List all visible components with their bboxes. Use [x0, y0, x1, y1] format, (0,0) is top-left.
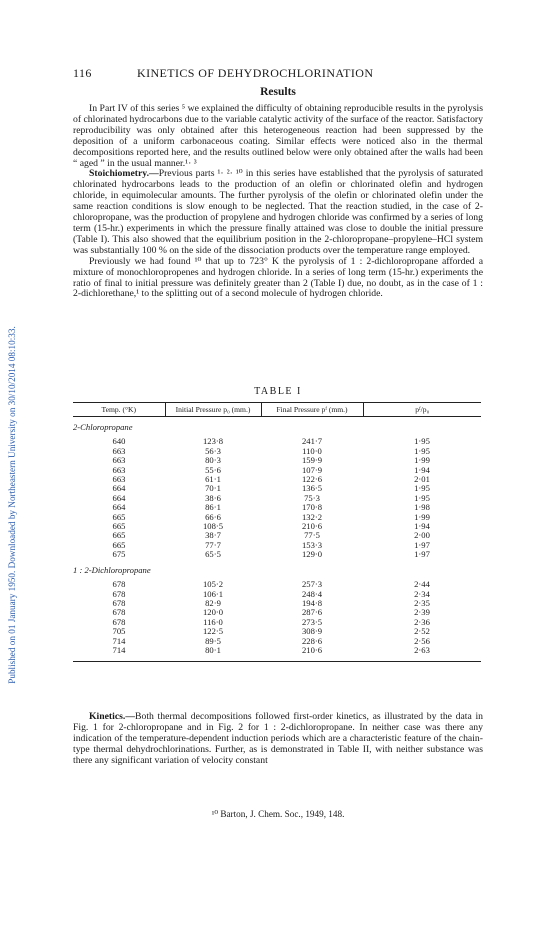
- table-cell: 136·5: [301, 483, 323, 494]
- table-cell: 1·97: [414, 549, 430, 560]
- table-cell: 2·56: [414, 635, 430, 646]
- table-cell: 663: [112, 474, 126, 485]
- table-cell: 75·3: [304, 492, 320, 503]
- table-cell: 2·34: [414, 588, 430, 599]
- table-cell: 210·6: [301, 521, 323, 532]
- table-cell: 159·9: [301, 455, 323, 466]
- table-header-row: [73, 403, 481, 417]
- table-cell: 1·94: [414, 521, 430, 532]
- table-cell: 678: [112, 579, 126, 590]
- table-cell: 663: [112, 464, 126, 475]
- table-cell: 1·97: [414, 539, 430, 550]
- table-cell: 1·95: [414, 483, 430, 494]
- table-row: [73, 646, 481, 662]
- body-text-upper: [73, 104, 483, 300]
- table-cell: 116·0: [203, 616, 223, 627]
- table-cell: 65·5: [205, 549, 221, 560]
- table-cell: 678: [112, 597, 126, 608]
- table-cell: 663: [112, 455, 126, 466]
- table-cell: 1·95: [414, 436, 430, 447]
- table-cell: 678: [112, 616, 126, 627]
- table-cell: 153·3: [301, 539, 323, 550]
- table-cell: 38·7: [205, 530, 221, 541]
- table-cell: 2·52: [414, 626, 430, 637]
- table-cell: 665: [112, 511, 126, 522]
- download-stamp: Published on 01 January 1950. Downloaded by Northeastern University on 30/10/2014 08:10:33.: [7, 326, 17, 684]
- table-row: [73, 550, 481, 559]
- table-cell: 106·1: [202, 588, 224, 599]
- table-section-label: 2-Chloropropane: [73, 422, 133, 432]
- table-cell: 678: [112, 588, 126, 599]
- table-cell: 665: [112, 530, 126, 541]
- header-temp: Temp. (°K): [73, 403, 165, 417]
- table-cell: 110·0: [302, 445, 322, 456]
- table-cell: 82·9: [205, 597, 221, 608]
- table-cell: 1·99: [414, 511, 430, 522]
- paragraph-stoichiometry-text: Previous parts ¹· ²· ¹⁰ in this series have established that the pyrolysis of saturated chlorinated hydrocarbons leads to the production of an olefin or chlorinated olefin and hydrogen chloride, in equimolecular amounts. The further pyrolysis of the olefin or chlorinated olefin under the same reaction conditions is slow enough to be neglected. That the reaction studied, in the case of 2-chloropropane, was the production of propylene and hydrogen chloride was confirmed by a series of long term (15-hr.) experiments in which the pressure finally attained was close to double the initial pressure (Table I). This also showed that the equilibrium position in the 2-chloropropane–propylene–HCl system was substantially 100 % on the side of the dissociation products over the temperature range employed.: [73, 168, 483, 256]
- table-section-label: 1 : 2-Dichloropropane: [73, 564, 151, 575]
- table-section-row: [73, 417, 481, 438]
- table-container: [73, 402, 481, 662]
- table-cell: 2·01: [414, 474, 430, 485]
- table-cell: 89·5: [205, 635, 221, 646]
- table-cell: 129·0: [301, 549, 323, 560]
- body-text-lower: [73, 712, 483, 767]
- table-cell: 2·39: [414, 607, 430, 618]
- table-cell: 108·5: [202, 521, 224, 532]
- table-cell: 640: [112, 436, 126, 447]
- stoichiometry-heading: Stoichiometry.—: [89, 168, 159, 180]
- table-cell: 664: [112, 502, 126, 513]
- table-cell: 228·6: [301, 635, 323, 646]
- table-cell: 308·9: [301, 626, 323, 637]
- section-title: Results: [260, 86, 296, 98]
- table-cell: 664: [112, 492, 126, 503]
- page-number: 116: [73, 66, 92, 80]
- table-cell: 705: [112, 626, 126, 637]
- table-cell: 132·2: [301, 511, 323, 522]
- paragraph-stoichiometry: [73, 169, 483, 256]
- paragraph-intro: In Part IV of this series ⁵ we explained the difficulty of obtaining reproducible results in the pyrolysis of chlorinated hydrocarbons due to the variable catalytic activity of the surface of the reactor. Satisfactory reproducibility was only obtained after this heterogeneous reaction had been suppressed by the deposition of a uniform carbonaceous coating. Similar effects were noticed also in the thermal decompositions reported here, and the results outlined below were only obtained after the walls had been “ aged ” in the usual manner.¹· ³: [73, 103, 483, 169]
- table-cell: 241·7: [301, 436, 323, 447]
- table-section-row: [73, 560, 481, 580]
- table-cell: 122·5: [202, 626, 224, 637]
- table-cell: 257·3: [301, 579, 323, 590]
- table-cell: 122·6: [301, 474, 323, 485]
- table-cell: 77·5: [304, 530, 320, 541]
- table-caption: TABLE I: [254, 386, 302, 397]
- paragraph-kinetics-text: Both thermal decompositions followed first-order kinetics, as illustrated by the data in Fig. 1 for 2-chloropropane and in Fig. 2 for 1 : 2-dichloropropane. In neither case was there any indication of the temperature-dependent induction periods which are a characteristic feature of the chain-type thermal dehydrochlorinations. Further, as is demonstrated in Table II, with neither substance was there any significant variation of velocity constant: [73, 711, 483, 766]
- table-cell: 56·3: [205, 445, 221, 456]
- header-initial-pressure: Initial Pressure p₀ (mm.): [165, 403, 261, 417]
- paragraph-dichloropropane: Previously we had found ¹⁰ that up to 723° K the pyrolysis of 1 : 2-dichloropropane afforded a mixture of monochloropropenes and hydrogen chloride. In a series of long term (15-hr.) experiments the ratio of final to initial pressure was definitely greater than 2 (Table I) due, no doubt, as in the case of 1 : 2-dichlorethane,¹ to the splitting out of a second molecule of hydrogen chloride.: [73, 255, 483, 300]
- running-title: KINETICS OF DEHYDROCHLORINATION: [137, 66, 374, 80]
- table-cell: 105·2: [202, 579, 224, 590]
- table-cell: 80·1: [165, 646, 261, 662]
- table-cell: 2·35: [414, 597, 430, 608]
- paragraph-kinetics: [73, 712, 483, 767]
- table-cell: 1·95: [414, 445, 430, 456]
- data-table: [73, 402, 481, 662]
- table-cell: 80·3: [205, 455, 221, 466]
- table-cell: 1·94: [414, 464, 430, 475]
- table-cell: 714: [73, 646, 165, 662]
- table-cell: 1·95: [414, 492, 430, 503]
- header-final-pressure: Final Pressure pᶠ (mm.): [261, 403, 363, 417]
- table-cell: 1·98: [414, 502, 430, 513]
- header-ratio: pᶠ/p₀: [363, 403, 481, 417]
- table-cell: 2·44: [414, 579, 430, 590]
- table-cell: 287·6: [301, 607, 323, 618]
- table-cell: 273·5: [301, 616, 323, 627]
- table-cell: 210·6: [261, 646, 363, 662]
- table-cell: 248·4: [301, 588, 323, 599]
- table-cell: 70·1: [205, 483, 221, 494]
- table-cell: 675: [112, 549, 126, 560]
- table-cell: 665: [112, 521, 126, 532]
- table-cell: 1·99: [414, 455, 430, 466]
- table-cell: 194·8: [301, 597, 323, 608]
- table-cell: 61·1: [205, 474, 221, 485]
- table-cell: 123·8: [202, 436, 224, 447]
- kinetics-heading: Kinetics.—: [89, 711, 136, 722]
- table-cell: 86·1: [205, 502, 221, 513]
- table-cell: 714: [112, 635, 126, 646]
- table-cell: 678: [112, 607, 126, 618]
- table-cell: 107·9: [301, 464, 323, 475]
- table-cell: 77·7: [205, 539, 221, 550]
- table-cell: 663: [112, 445, 126, 456]
- table-cell: 2·63: [363, 646, 481, 662]
- table-cell: 2·36: [414, 616, 430, 627]
- table-cell: 55·6: [205, 464, 221, 475]
- table-cell: 2·00: [414, 530, 430, 541]
- table-cell: 66·6: [205, 511, 221, 522]
- table-cell: 120·0: [202, 607, 224, 618]
- table-cell: 665: [112, 539, 126, 550]
- table-cell: 38·6: [205, 492, 221, 503]
- footnote: ¹⁰ Barton, J. Chem. Soc., 1949, 148.: [211, 809, 345, 819]
- table-cell: 664: [112, 483, 126, 494]
- table-cell: 170·8: [301, 502, 323, 513]
